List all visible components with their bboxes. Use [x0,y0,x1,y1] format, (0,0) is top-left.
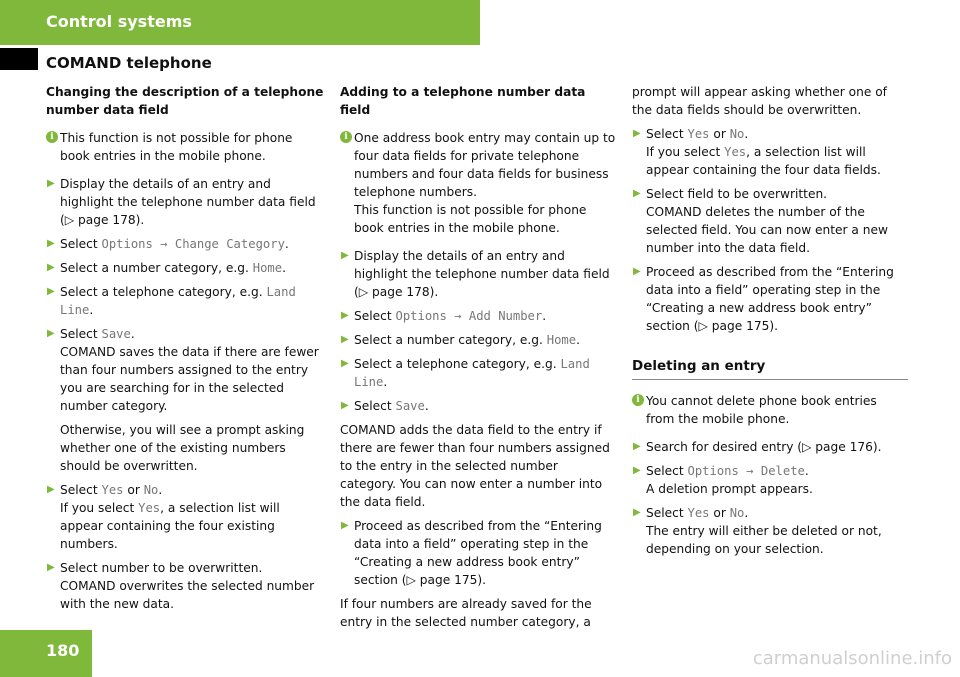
step-item: ▶ Select a telephone category, e.g. Land Line. [47,285,296,317]
heading-add-number: Adding to a telephone number data field [340,85,586,117]
step-item: ▶ Proceed as described from the “Entering data into a field” operating step in the “Creating a new address book entry” section (▷ page 175). [633,265,894,333]
step-item: ▶ Select Save. COMAND saves the data if there are fewer than four numbers assigned to the entry you are searching for in the selected number category. [47,327,319,413]
column-3 [632,83,908,564]
step-item: ▶ Select Yes or No. The entry will either be deleted or not, depending on your selection. [633,506,882,556]
step-item: ▶ Select field to be overwritten. COMAND deletes the number of the selected field. You can now enter a new number into the data field. [633,187,888,255]
arrow-icon: ▶ [341,520,349,531]
section-tab-marker [0,48,38,70]
arrow-icon: ▶ [633,266,641,277]
step-item: ▶ Select Options → Delete. A deletion prompt appears. [633,464,813,496]
section-title: Control systems [46,12,192,31]
arrow-icon: ▶ [633,128,641,139]
arrow-icon: ▶ [47,562,55,573]
arrow-icon: ▶ [633,188,641,199]
step-item: ▶ Select a number category, e.g. Home. [47,261,286,275]
paragraph: prompt will appear asking whether one of the data fields should be overwritten. [632,85,887,117]
info-icon: i [632,394,644,406]
step-item: ▶ Display the details of an entry and highlight the telephone number data field (▷ page 178). [47,177,316,227]
arrow-icon: ▶ [341,334,349,345]
heading-change-description: Changing the description of a telephone number data field [46,85,324,117]
arrow-icon: ▶ [47,484,55,495]
paragraph: COMAND adds the data field to the entry if there are fewer than four numbers assigned to the entry in the selected number category. You can now enter a number into the data field. [340,423,610,509]
info-note: i You cannot delete phone book entries from the mobile phone. [632,392,908,428]
step-item: ▶ Select Options → Add Number. [341,309,547,323]
step-item: ▶ Select a telephone category, e.g. Land Line. [341,357,590,389]
page-subtitle: COMAND telephone [46,54,212,72]
step-item: ▶ Search for desired entry (▷ page 176). [633,440,882,454]
step-item: ▶ Select number to be overwritten. COMAND overwrites the selected number with the new data. [47,561,315,611]
info-icon: i [46,131,58,143]
page-number: 180 [46,641,80,660]
heading-delete-entry: Deleting an entry [632,357,908,380]
column-1 [46,83,324,619]
arrow-icon: ▶ [341,400,349,411]
step-item: ▶ Proceed as described from the “Entering data into a field” operating step in the “Creating a new address book entry” section (▷ page 175). [341,519,602,587]
paragraph: If four numbers are already saved for the entry in the selected number category, a [340,597,592,629]
info-icon: i [340,131,352,143]
arrow-icon: ▶ [633,465,641,476]
step-item: ▶ Select a number category, e.g. Home. [341,333,580,347]
arrow-icon: ▶ [341,250,349,261]
column-2 [340,83,616,637]
arrow-icon: ▶ [633,507,641,518]
arrow-icon: ▶ [47,178,55,189]
step-item: ▶ Select Options → Change Category. [47,237,289,251]
step-item: ▶ Display the details of an entry and highlight the telephone number data field (▷ page 178). [341,249,610,299]
step-item: ▶ Select Yes or No. If you select Yes, a selection list will appear containing the four data fields. [633,127,881,177]
step-item: ▶ Select Save. [341,399,429,413]
arrow-icon: ▶ [47,238,55,249]
arrow-icon: ▶ [47,328,55,339]
arrow-icon: ▶ [341,358,349,369]
arrow-icon: ▶ [47,286,55,297]
arrow-icon: ▶ [341,310,349,321]
info-note: i This function is not possible for phone book entries in the mobile phone. [46,129,324,165]
paragraph: Otherwise, you will see a prompt asking whether one of the existing numbers should be overwritten. [60,423,305,473]
arrow-icon: ▶ [633,441,641,452]
step-item: ▶ Select Yes or No. If you select Yes, a selection list will appear containing the four existing numbers. [47,483,280,551]
arrow-icon: ▶ [47,262,55,273]
watermark: carmanualsonline.info [752,648,952,669]
info-note: i One address book entry may contain up to four data fields for private telephone numbers and four data fields for business telephone numbers. This function is not possible for phone book entries in the mobile phone. [340,129,616,237]
